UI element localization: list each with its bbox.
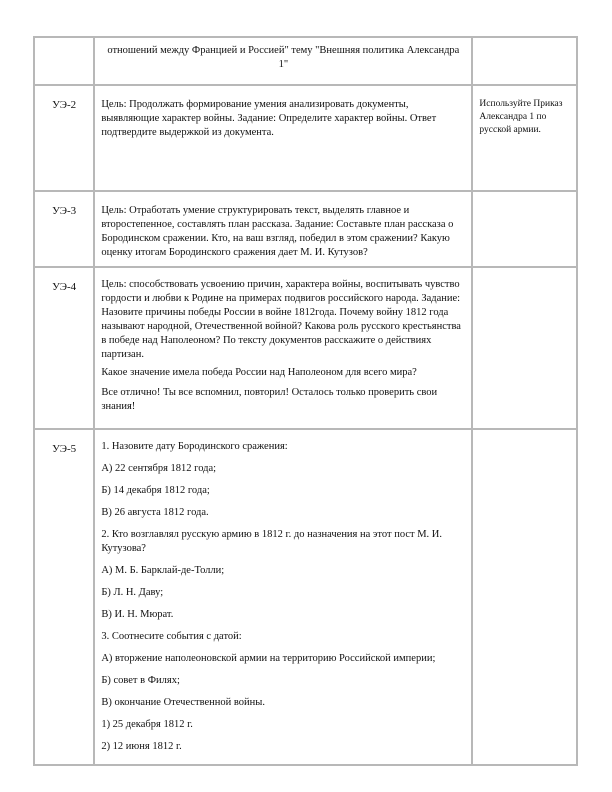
quiz-line: Б) Л. Н. Даву; xyxy=(101,587,164,598)
quiz-line: Б) совет в Филях; xyxy=(101,675,180,686)
quiz-line: Б) 14 декабря 1812 года; xyxy=(101,485,210,496)
task-cell: Цель: Продолжать формирование умения анализировать документы, выявляющие характер войны. Задание: Определите характер войны. Ответ подтвердите выдержкой из документа. xyxy=(95,86,471,190)
element-code-cell: УЭ-3 xyxy=(35,192,93,266)
topic-cell: отношений между Францией и Россией" тему "Внешняя политика Александра 1" xyxy=(95,38,471,84)
quiz-line: 2) 12 июня 1812 г. xyxy=(101,741,182,752)
table-row xyxy=(35,268,576,428)
task-cell: Цель: Отработать умение структурировать текст, выделять главное и второстепенное, составлять план рассказа. Задание: Составьте план рассказа о Бородинском сражении. Кто, на ваш взгляд, победил в этом сражении? Какую оценку итогам Бородинского сражения дает М. И. Кутузов? xyxy=(95,192,471,266)
note-cell xyxy=(473,268,576,428)
quiz-line: А) М. Б. Барклай-де-Толли; xyxy=(101,565,225,576)
element-code-cell xyxy=(35,38,93,84)
note-cell xyxy=(473,430,576,764)
quiz-line: 1. Назовите дату Бородинского сражения: xyxy=(101,441,288,452)
element-code-cell: УЭ-4 xyxy=(35,268,93,428)
note-cell xyxy=(473,38,576,84)
table-row xyxy=(35,86,576,190)
note-cell xyxy=(473,192,576,266)
task-paragraph: Все отлично! Ты все вспомнил, повторил! Осталось только проверить свои знания! xyxy=(101,387,438,412)
task-paragraph: Цель: способствовать усвоению причин, характера войны, воспитывать чувство гордости и любви к Родине на примерах подвигов российского народа. Задание: Назовите причины победы России в войне 1812года. Почему войну 1812 года называют народной, Отечественной войной? Какова роль русского крестьянства в победе над Наполеоном? По тексту документов расскажите о действиях партизан. xyxy=(101,279,461,360)
lesson-plan-table xyxy=(33,36,578,766)
quiz-line: 3. Соотнесите события с датой: xyxy=(101,631,242,642)
task-cell xyxy=(95,268,471,428)
quiz-line: А) 22 сентября 1812 года; xyxy=(101,463,217,474)
element-code-cell: УЭ-5 xyxy=(35,430,93,764)
table-row xyxy=(35,192,576,266)
quiz-line: В) окончание Отечественной войны. xyxy=(101,697,265,708)
quiz-line: В) И. Н. Мюрат. xyxy=(101,609,174,620)
quiz-line: 2. Кто возглавлял русскую армию в 1812 г. до назначения на этот пост М. И. Кутузова? xyxy=(101,529,442,554)
task-paragraph: Какое значение имела победа России над Наполеоном для всего мира? xyxy=(101,367,417,378)
note-cell: Используйте Приказ Александра 1 по русской армии. xyxy=(473,86,576,190)
quiz-line: 1) 25 декабря 1812 г. xyxy=(101,719,193,730)
table-row xyxy=(35,38,576,84)
quiz-cell xyxy=(95,430,471,764)
element-code-cell: УЭ-2 xyxy=(35,86,93,190)
table-row xyxy=(35,430,576,764)
quiz-line: А) вторжение наполеоновской армии на территорию Российской империи; xyxy=(101,653,436,664)
quiz-line: В) 26 августа 1812 года. xyxy=(101,507,209,518)
